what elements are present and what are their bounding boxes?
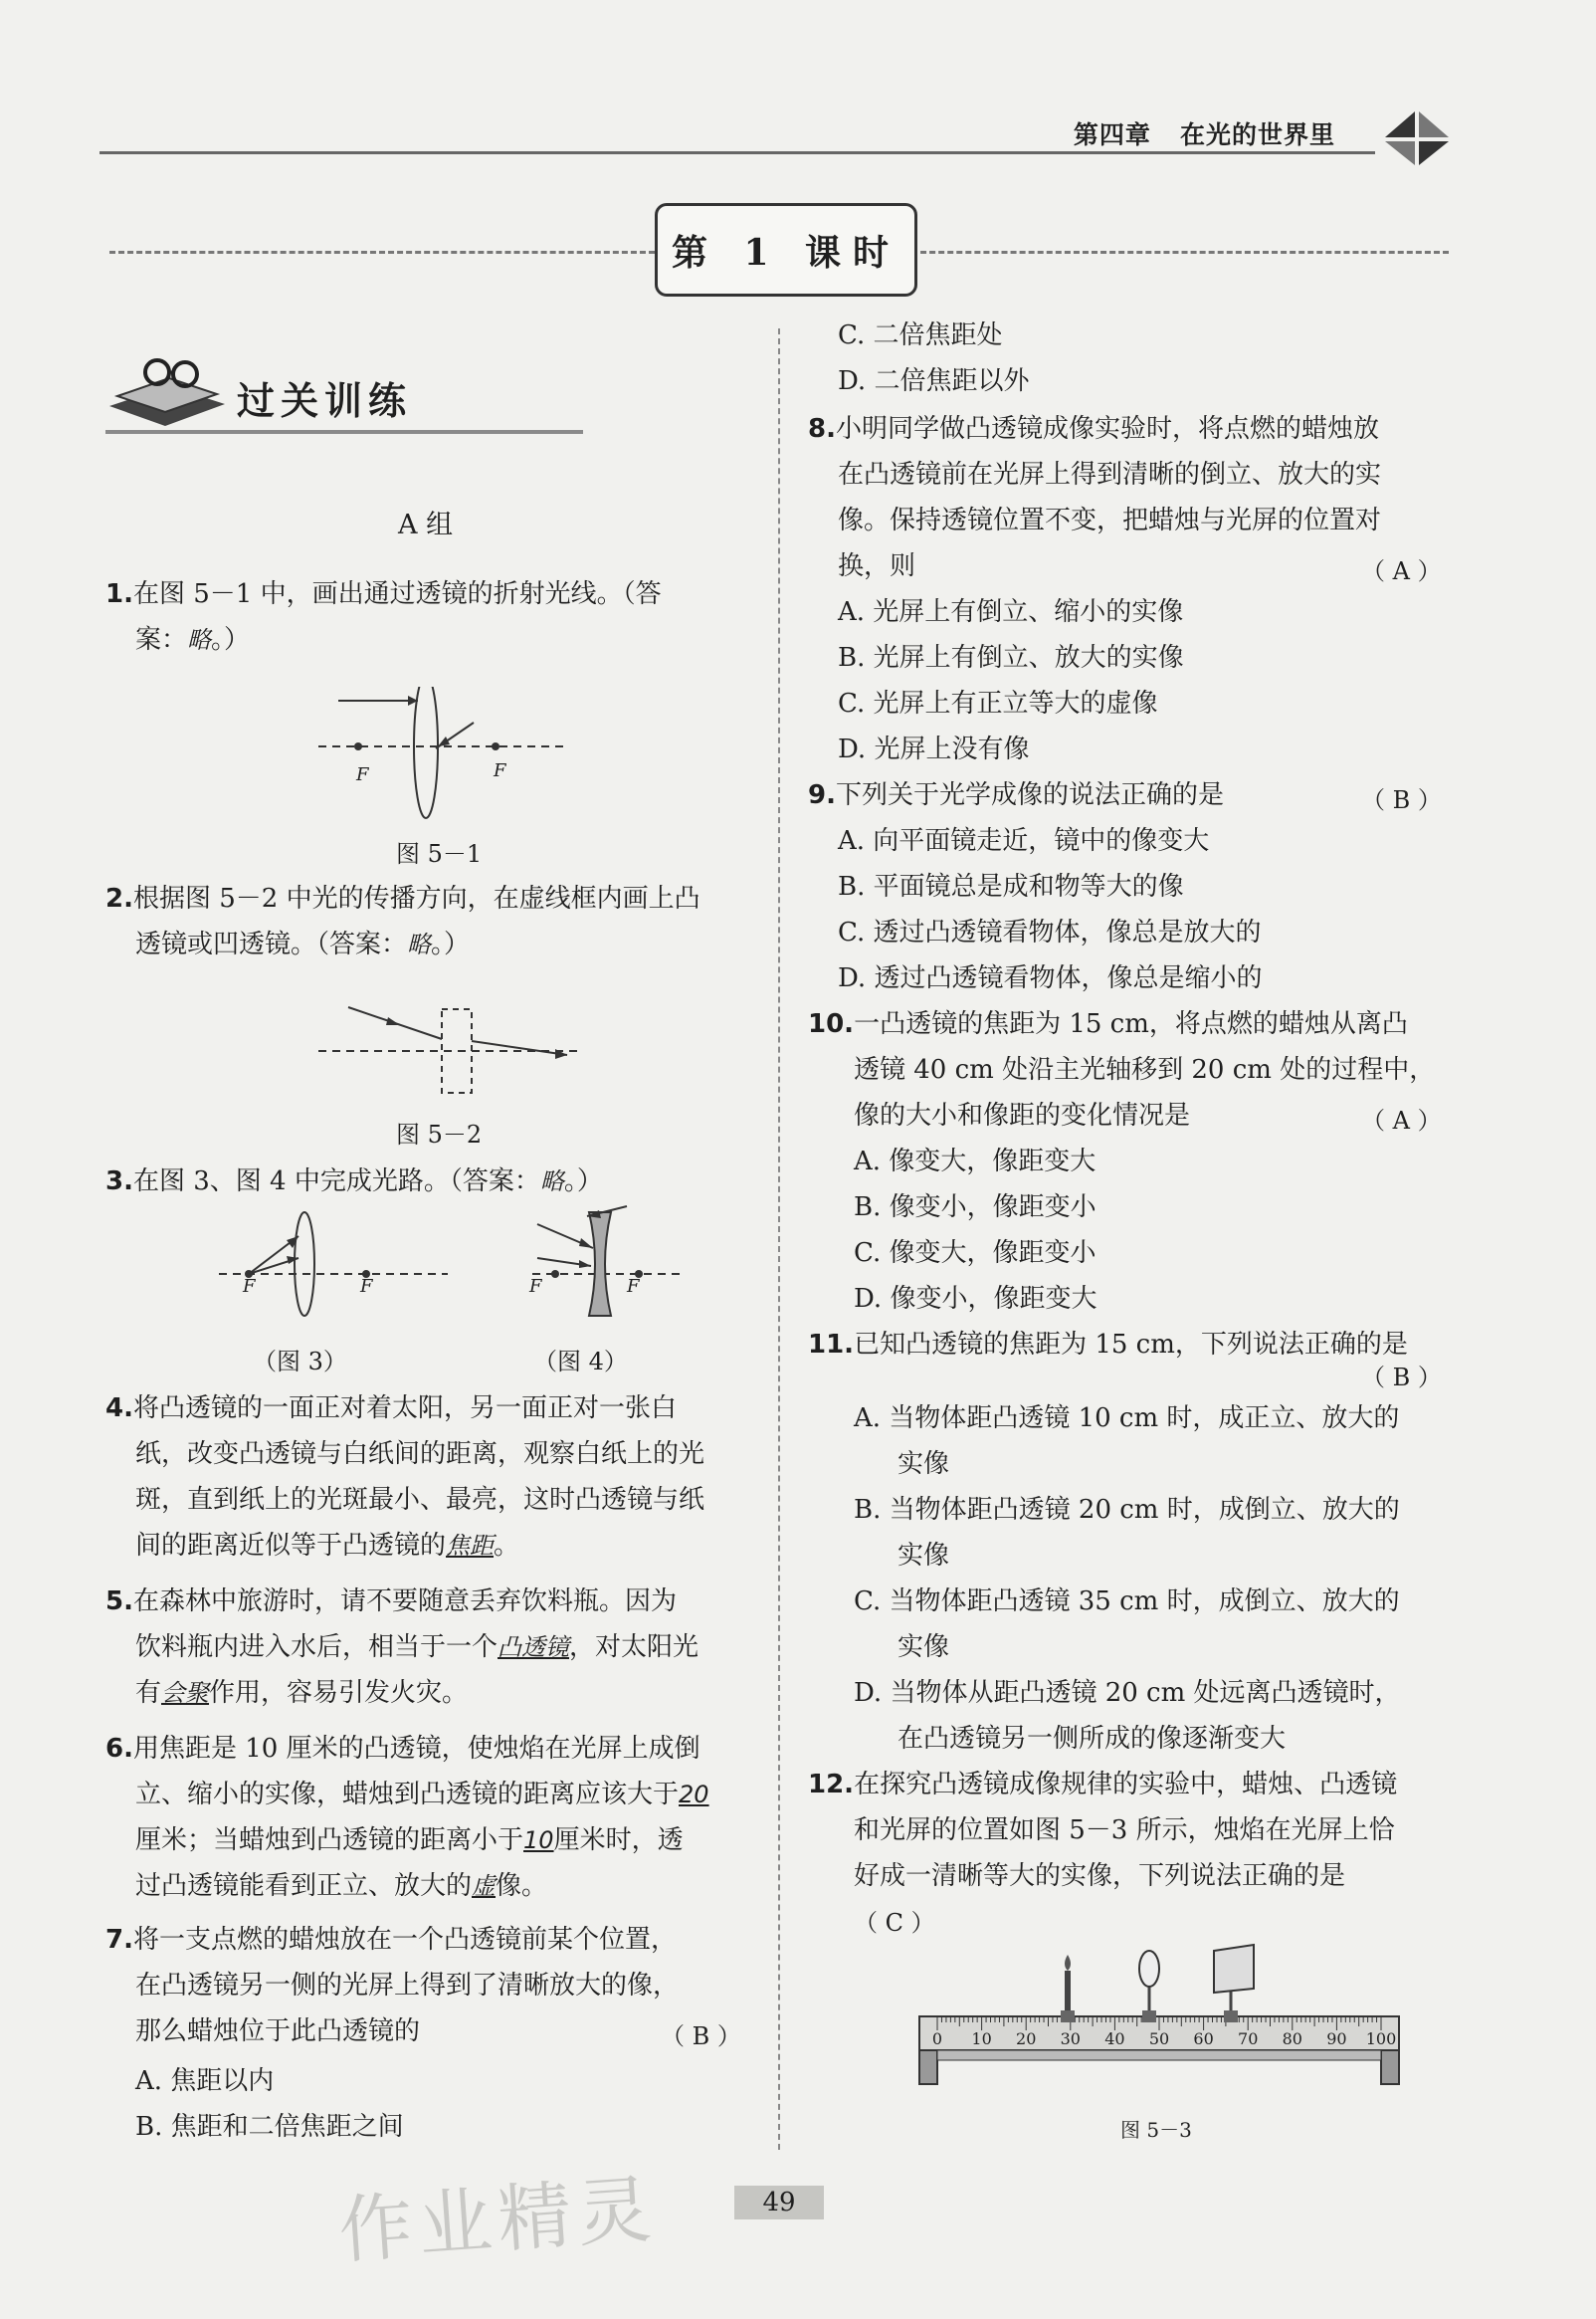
figure-5-2-caption: 图 5－2: [396, 1121, 483, 1149]
q1-line2: 案：略。）: [135, 625, 251, 655]
figure-5-3: [915, 1941, 1403, 2100]
ruler-label: 40: [1104, 2029, 1125, 2048]
figure-4-caption: （图 4）: [533, 1348, 628, 1375]
q6-line3: 厘米；当蜡烛到凸透镜的距离小于10厘米时，透: [135, 1825, 684, 1855]
q6-line2: 立、缩小的实像，蜡烛到凸透镜的距离应该大于20: [135, 1780, 709, 1809]
q5-line1: 5.在森林中旅游时，请不要随意丢弃饮料瓶。因为: [105, 1586, 677, 1616]
q6-line4: 过凸透镜能看到正立、放大的虚像。: [135, 1871, 548, 1901]
ruler-label: 80: [1282, 2029, 1302, 2048]
header-rule: [100, 151, 1375, 154]
banner-dash-right: [911, 251, 1449, 254]
chapter-header: 第四章 在光的世界里: [1073, 120, 1335, 149]
q8-line4: 换，则: [838, 551, 916, 581]
q8-line2: 在凸透镜前在光屏上得到清晰的倒立、放大的实: [838, 460, 1382, 490]
figure-3: [209, 1204, 458, 1324]
q9-option-b: B. 平面镜总是成和物等大的像: [838, 872, 1184, 902]
figure-4: [527, 1204, 687, 1324]
q3-line: 3.在图 3、图 4 中完成光路。（答案：略。）: [105, 1166, 603, 1196]
q11-option-d-line2: 在凸透镜另一侧所成的像逐渐变大: [898, 1724, 1287, 1754]
q4-answer: 焦距: [446, 1532, 495, 1560]
q5-line3: 有会聚作用，容易引发火灾。: [135, 1678, 469, 1708]
q9-option-c: C. 透过凸透镜看物体，像总是放大的: [838, 918, 1262, 948]
q9-option-a: A. 向平面镜走近，镜中的像变大: [838, 826, 1210, 856]
q4-line1: 4.将凸透镜的一面正对着太阳，另一面正对一张白: [105, 1393, 677, 1423]
ruler-label: 20: [1016, 2029, 1037, 2048]
q11-answer: （ B ）: [1361, 1364, 1442, 1391]
figure-3-caption: （图 3）: [253, 1348, 347, 1375]
q11-option-d-line1: D. 当物体从距凸透镜 20 cm 处远离凸透镜时，: [854, 1678, 1401, 1708]
q10-line3: 像的大小和像距的变化情况是: [854, 1101, 1191, 1131]
figure-5-1-caption: 图 5－1: [396, 840, 483, 868]
q8-option-b: B. 光屏上有倒立、放大的实像: [838, 643, 1184, 673]
fig4-focus-left: F: [529, 1276, 542, 1297]
q7-option-d: D. 二倍焦距以外: [838, 366, 1030, 396]
q5-answer-1: 凸透镜: [498, 1633, 570, 1661]
column-divider: [778, 328, 780, 2150]
q7-option-c: C. 二倍焦距处: [838, 320, 1003, 350]
ruler-label: 90: [1326, 2029, 1347, 2048]
q11-option-c-line1: C. 当物体距凸透镜 35 cm 时，成倒立、放大的: [854, 1586, 1400, 1616]
q10-option-d: D. 像变小，像距变大: [854, 1284, 1097, 1314]
q6-line1: 6.用焦距是 10 厘米的凸透镜，使烛焰在光屏上成倒: [105, 1734, 700, 1764]
banner-dash-left: [109, 251, 655, 254]
q11-line1: 11.已知凸透镜的焦距为 15 cm，下列说法正确的是: [808, 1330, 1408, 1360]
q10-line1: 10.一凸透镜的焦距为 15 cm，将点燃的蜡烛从离凸: [808, 1009, 1408, 1039]
q4-line4: 间的距离近似等于凸透镜的焦距。: [135, 1531, 520, 1561]
ruler-label: 0: [931, 2029, 943, 2048]
lesson-title: 第 1 课时: [671, 231, 901, 274]
page-number: 49: [734, 2186, 824, 2219]
q1-focus-left: F: [356, 764, 369, 785]
section-underline: [105, 430, 583, 434]
ruler-label: 10: [971, 2029, 992, 2048]
q9-line1: 9.下列关于光学成像的说法正确的是: [808, 780, 1224, 810]
q8-option-d: D. 光屏上没有像: [838, 735, 1030, 764]
figure-5-2: [308, 967, 587, 1107]
group-label: A 组: [398, 510, 454, 540]
section-title: 过关训练: [237, 379, 413, 423]
q11-option-a-line1: A. 当物体距凸透镜 10 cm 时，成正立、放大的: [854, 1403, 1400, 1433]
q11-option-a-line2: 实像: [898, 1449, 950, 1479]
fig3-focus: F: [243, 1276, 256, 1297]
ruler-label: 30: [1060, 2029, 1081, 2048]
q6-answer-3: 虚: [472, 1872, 497, 1900]
figure-5-3-caption: 图 5－3: [1120, 2118, 1192, 2142]
figure-5-1: [299, 687, 577, 826]
q4-line3: 斑，直到纸上的光斑最小、最亮，这时凸透镜与纸: [135, 1485, 705, 1515]
q12-line3: 好成一清晰等大的实像，下列说法正确的是: [854, 1861, 1346, 1891]
q11-option-b-line2: 实像: [898, 1541, 950, 1571]
header-logo-icon: [1381, 107, 1453, 169]
q8-line1: 8.小明同学做凸透镜成像实验时，将点燃的蜡烛放: [808, 414, 1379, 444]
q10-line2: 透镜 40 cm 处沿主光轴移到 20 cm 处的过程中，: [854, 1055, 1436, 1085]
q2-answer: 略: [407, 931, 432, 958]
q7-line1: 7.将一支点燃的蜡烛放在一个凸透镜前某个位置，: [105, 1925, 677, 1955]
q9-answer: （ B ）: [1361, 786, 1442, 814]
q10-option-c: C. 像变大，像距变小: [854, 1238, 1097, 1268]
q8-option-a: A. 光屏上有倒立、缩小的实像: [838, 597, 1184, 627]
q1-line1: 1.在图 5－1 中，画出通过透镜的折射光线。（答: [105, 579, 662, 609]
q11-option-c-line2: 实像: [898, 1632, 950, 1662]
q7-line3: 那么蜡烛位于此凸透镜的: [135, 2016, 421, 2046]
ruler-label: 100: [1365, 2029, 1397, 2048]
q7-option-b: B. 焦距和二倍焦距之间: [135, 2112, 404, 2142]
q7-answer: （ B ）: [661, 2022, 741, 2050]
fig4-focus-right: F: [627, 1276, 640, 1297]
ruler-label: 50: [1148, 2029, 1170, 2048]
q5-answer-2: 会聚: [161, 1679, 210, 1707]
lesson-banner: [655, 203, 917, 297]
q1-answer: 略: [187, 626, 212, 654]
q5-line2: 饮料瓶内进入水后，相当于一个凸透镜，对太阳光: [135, 1632, 699, 1662]
q2-line2: 透镜或凹透镜。（答案：略。）: [135, 930, 471, 959]
q8-option-c: C. 光屏上有正立等大的虚像: [838, 689, 1158, 719]
q12-line1: 12.在探究凸透镜成像规律的实验中，蜡烛、凸透镜: [808, 1770, 1398, 1799]
q2-line1: 2.根据图 5－2 中光的传播方向，在虚线框内画上凸: [105, 884, 700, 914]
q10-answer: （ A ）: [1361, 1107, 1442, 1135]
q10-option-b: B. 像变小，像距变小: [854, 1192, 1097, 1222]
ruler-label: 60: [1193, 2029, 1214, 2048]
q11-option-b-line1: B. 当物体距凸透镜 20 cm 时，成倒立、放大的: [854, 1495, 1400, 1525]
q7-option-a: A. 焦距以内: [135, 2066, 275, 2096]
q8-line3: 像。保持透镜位置不变，把蜡烛与光屏的位置对: [838, 506, 1382, 535]
fig3-focus-right: F: [360, 1276, 373, 1297]
q1-focus-right: F: [494, 760, 506, 781]
watermark: 作业精灵: [335, 2166, 661, 2275]
q12-line2: 和光屏的位置如图 5－3 所示，烛焰在光屏上恰: [854, 1815, 1395, 1845]
books-icon: [100, 344, 235, 434]
q12-answer: （ C ）: [854, 1909, 935, 1937]
ruler-label: 70: [1238, 2029, 1259, 2048]
q9-option-d: D. 透过凸透镜看物体，像总是缩小的: [838, 963, 1263, 993]
q8-answer: （ A ）: [1361, 557, 1442, 585]
q6-answer-1: 20: [679, 1781, 709, 1808]
q4-line2: 纸，改变凸透镜与白纸间的距离，观察白纸上的光: [135, 1439, 705, 1469]
q6-answer-2: 10: [523, 1826, 554, 1854]
q10-option-a: A. 像变大，像距变大: [854, 1147, 1097, 1176]
q3-answer: 略: [539, 1167, 564, 1195]
q7-line2: 在凸透镜另一侧的光屏上得到了清晰放大的像，: [135, 1971, 680, 2001]
